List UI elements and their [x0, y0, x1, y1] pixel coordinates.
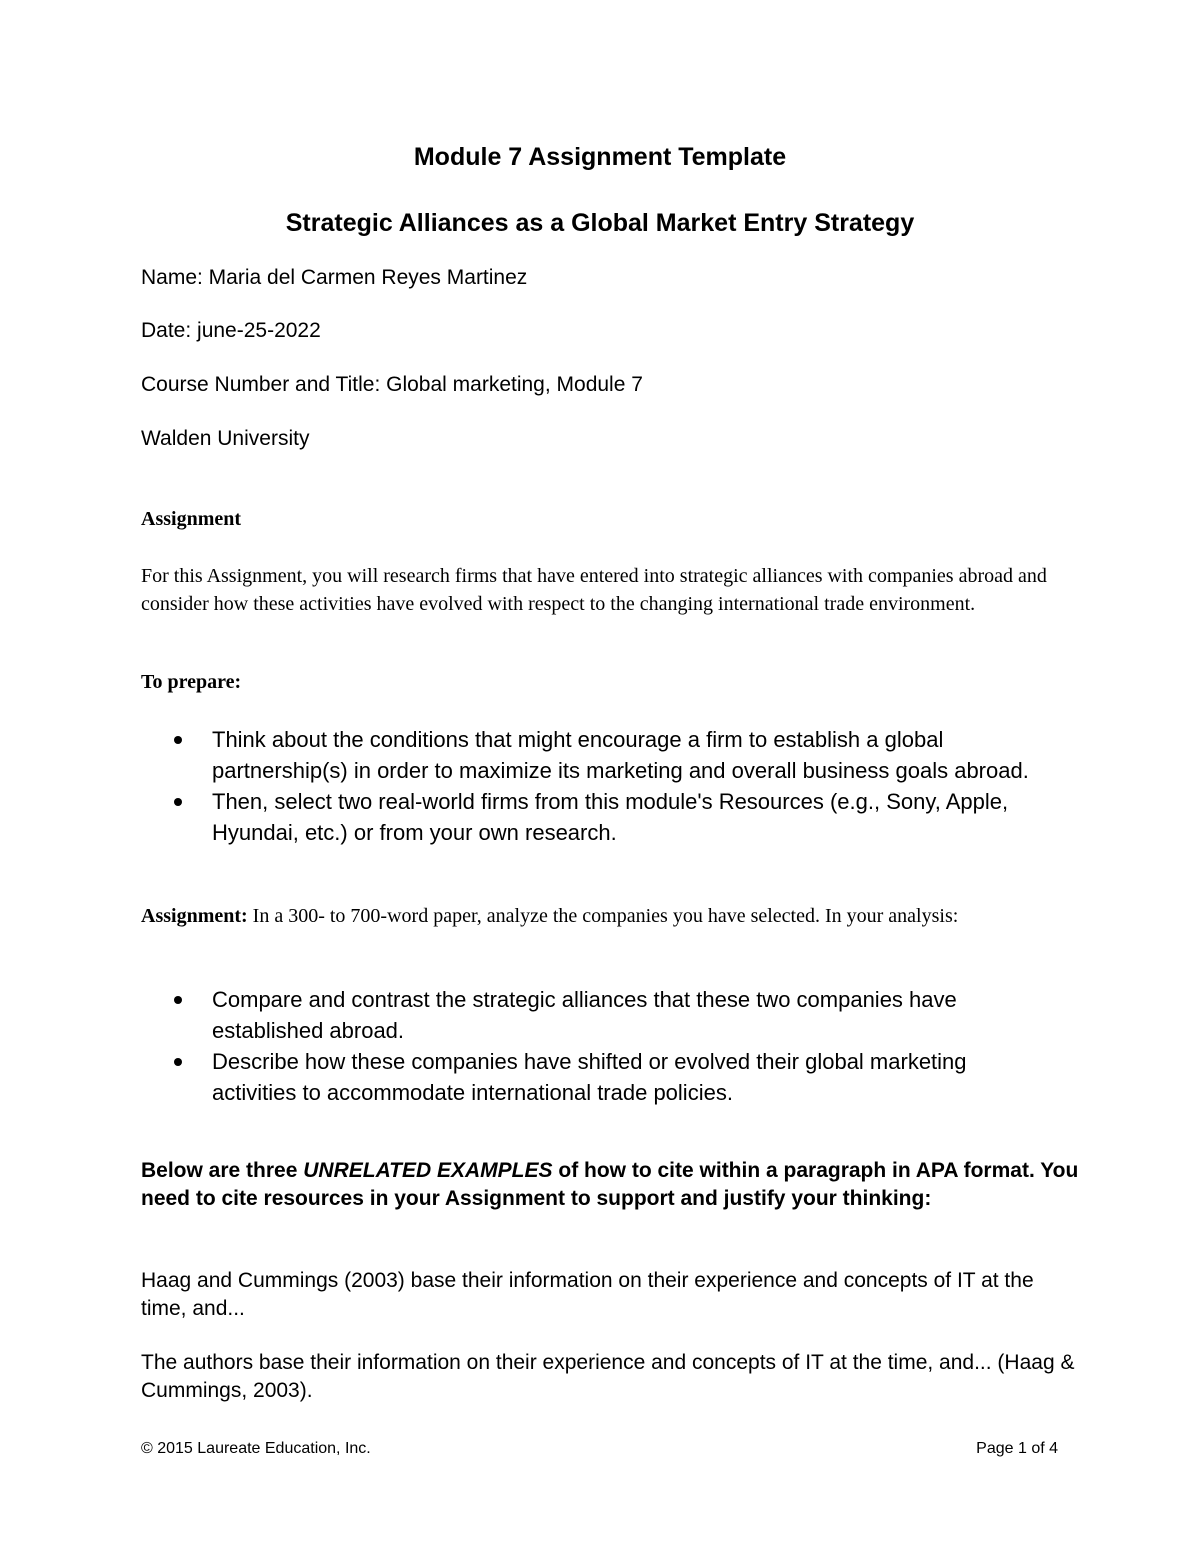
footer-page-indicator: Page 1 of 4: [976, 1440, 1058, 1457]
assignment-heading: Assignment: [141, 508, 242, 530]
institution-line: Walden University: [141, 427, 310, 450]
bullet-icon: [174, 736, 182, 744]
bullet-icon: [174, 798, 182, 806]
list-item-text: Then, select two real-world firms from this module's Resources (e.g., Sony, Apple, Hyundai, etc.) or from your own research.: [212, 789, 1009, 845]
list-item: [170, 1046, 1050, 1108]
page-title: Module 7 Assignment Template: [413, 143, 787, 171]
footer-copyright: © 2015 Laureate Education, Inc.: [141, 1440, 371, 1457]
list-item-text: Compare and contrast the strategic alliances that these two companies have established abroad.: [212, 987, 957, 1043]
assignment-label: Assignment:: [141, 905, 248, 927]
citation-heading-emphasis: UNRELATED EXAMPLES: [303, 1159, 553, 1182]
analysis-bullet-list: [170, 984, 1050, 1108]
citation-heading: [141, 1157, 1081, 1213]
bullet-icon: [174, 1058, 182, 1066]
assignment-instruction: [141, 902, 1061, 930]
prepare-bullet-list: [170, 724, 1050, 848]
bullet-icon: [174, 996, 182, 1004]
date-line: Date: june-25-2022: [141, 319, 321, 342]
list-item: [170, 724, 1050, 786]
list-item: [170, 786, 1050, 848]
list-item-text: Think about the conditions that might encourage a firm to establish a global partnership(s) in order to maximize its marketing and overall business goals abroad.: [212, 727, 1029, 783]
citation-example-1: Haag and Cummings (2003) base their information on their experience and concepts of IT at the time, and...: [141, 1269, 1034, 1320]
assignment-intro: For this Assignment, you will research firms that have entered into strategic alliances with companies abroad and consider how these activities have evolved with respect to the changing international trade environment.: [141, 565, 1047, 615]
citation-heading-part2: of how to cite within a paragraph in APA format. You need to cite resources in your Assignment to support and justify your thinking:: [141, 1159, 1079, 1210]
course-line: Course Number and Title: Global marketing, Module 7: [141, 373, 643, 396]
list-item-text: Describe how these companies have shifted or evolved their global marketing activities to accommodate international trade policies.: [212, 1049, 967, 1105]
page-subtitle: Strategic Alliances as a Global Market Entry Strategy: [285, 209, 915, 237]
citation-example-2: The authors base their information on their experience and concepts of IT at the time, and... (Haag & Cummings, 2003).: [141, 1351, 1075, 1402]
name-line: Name: Maria del Carmen Reyes Martinez: [141, 266, 528, 289]
citation-heading-part1: Below are three: [141, 1159, 304, 1182]
list-item: [170, 984, 1050, 1046]
prepare-heading: To prepare:: [141, 671, 242, 693]
assignment-text: In a 300- to 700-word paper, analyze the companies you have selected. In your analysis:: [247, 905, 959, 927]
